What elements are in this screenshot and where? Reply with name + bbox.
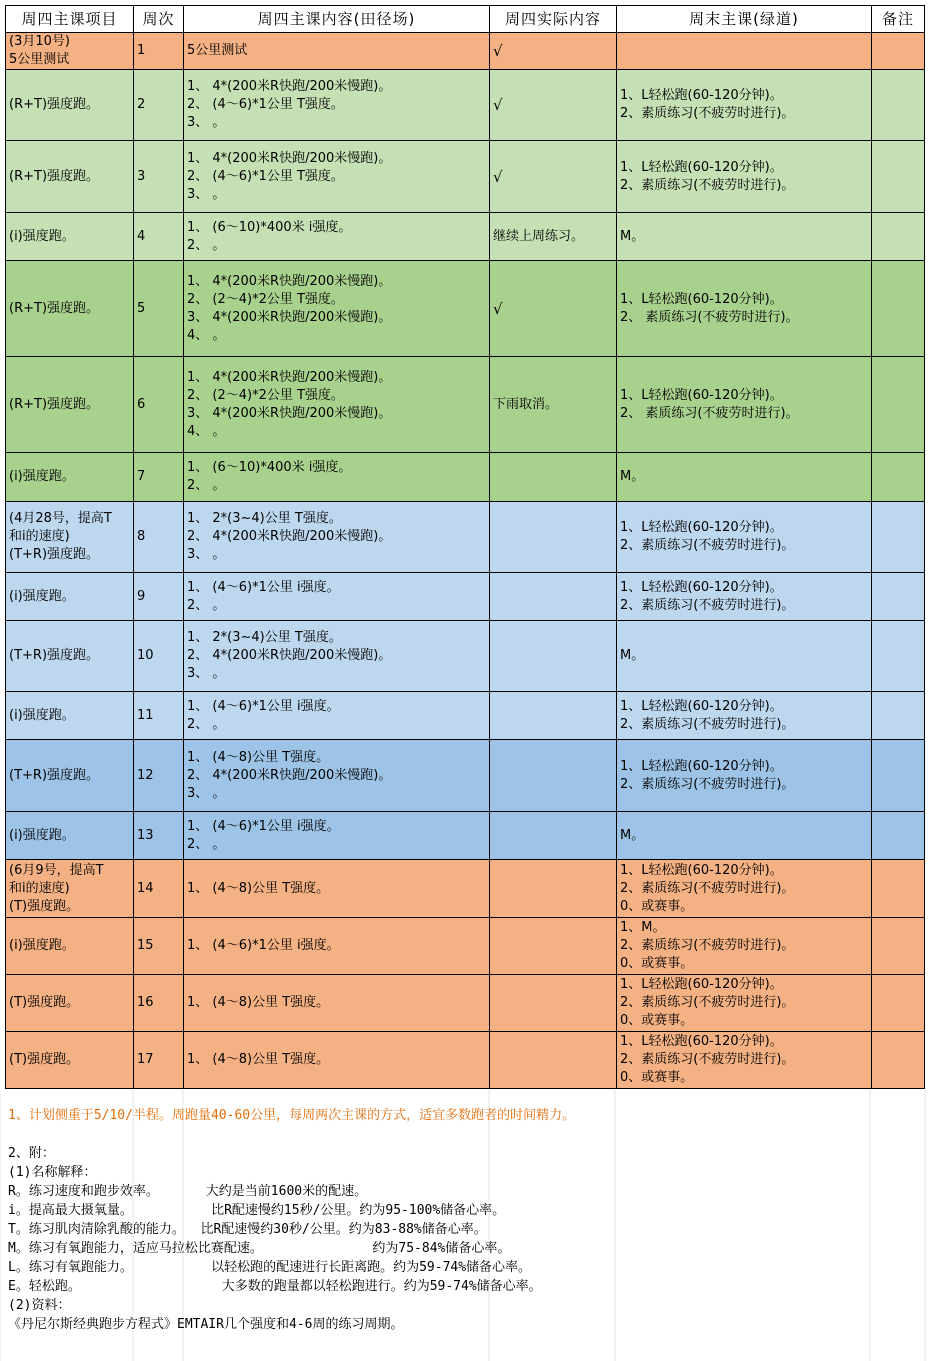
week-number-cell[interactable]: 10: [134, 621, 184, 692]
weekend-content-cell[interactable]: [617, 33, 872, 70]
table-row: [6, 261, 925, 357]
header-cell: 周次: [134, 6, 184, 33]
workout-type-cell[interactable]: [6, 453, 134, 502]
cell-line: 4、 。: [187, 423, 226, 439]
source-line: 《丹尼尔斯经典跑步方程式》EMTAIR几个强度和4-6周的练习周期。: [8, 1317, 404, 1332]
actual-content-cell[interactable]: [490, 502, 617, 573]
table-row: [6, 213, 925, 261]
remark-cell[interactable]: [872, 33, 925, 70]
cell-line: 1、 4*(200米R快跑/200米慢跑)。: [187, 79, 392, 94]
table-row: [6, 918, 925, 975]
cell-line: 1、 2*(3~4)公里 T强度。: [187, 511, 342, 526]
thursday-content-cell[interactable]: [184, 692, 490, 740]
cell-line: (6月9号，提高T: [9, 862, 104, 878]
weekend-content-cell[interactable]: [617, 740, 872, 812]
cell-line: M。: [620, 648, 645, 663]
cell-line: 1、L轻松跑(60-120分钟)。: [620, 758, 783, 774]
cell-line: 5公里测试: [187, 43, 248, 58]
actual-content-cell[interactable]: [490, 860, 617, 918]
cell-line: 1、 (4～6)*1公里 i强度。: [187, 698, 340, 714]
cell-line: 2、 (2～4)*2公里 T强度。: [187, 291, 344, 307]
actual-content-cell[interactable]: [490, 975, 617, 1032]
actual-content-cell[interactable]: [490, 453, 617, 502]
cell-line: 0、或赛事。: [620, 1013, 694, 1028]
table-row: [6, 453, 925, 502]
cell-line: 2、 (4～6)*1公里 T强度。: [187, 97, 344, 112]
cell-line: (i)强度跑。: [9, 588, 75, 604]
actual-content-cell[interactable]: √: [490, 70, 617, 141]
cell-line: 1、L轻松跑(60-120分钟)。: [620, 1034, 783, 1049]
workout-type-cell[interactable]: [6, 261, 134, 357]
thursday-content-cell[interactable]: [184, 621, 490, 692]
week-number-cell[interactable]: 5: [134, 261, 184, 357]
remark-cell[interactable]: [872, 141, 925, 213]
cell-line: (T)强度跑。: [9, 898, 80, 914]
cell-line: (i)强度跑。: [9, 228, 75, 244]
cell-line: 3、 。: [187, 785, 226, 801]
definition-line: i。提高最大摄氧量。 比R配速慢约15秒/公里。约为95-100%储备心率。: [8, 1203, 506, 1218]
cell-line: 1、 (4～6)*1公里 i强度。: [187, 579, 340, 595]
cell-line: (R+T)强度跑。: [9, 168, 100, 184]
remark-cell[interactable]: [872, 692, 925, 740]
cell-line: 3、 4*(200米R快跑/200米慢跑)。: [187, 405, 392, 421]
cell-line: 5公里测试: [9, 52, 70, 67]
week-number-cell[interactable]: 11: [134, 692, 184, 740]
cell-line: 2、素质练习(不疲劳时进行)。: [620, 538, 795, 553]
header-row: [6, 6, 925, 33]
remark-cell[interactable]: [872, 453, 925, 502]
cell-line: (i)强度跑。: [9, 469, 75, 484]
cell-line: 2、素质练习(不疲劳时进行)。: [620, 938, 795, 953]
cell-line: (3月10号): [9, 34, 70, 49]
cell-line: 1、L轻松跑(60-120分钟)。: [620, 159, 783, 175]
header-cell: 周四实际内容: [490, 6, 617, 33]
cell-line: 2、 素质练习(不疲劳时进行)。: [620, 309, 799, 325]
weekend-content-cell[interactable]: [617, 918, 872, 975]
remark-cell[interactable]: [872, 357, 925, 453]
cell-line: 1、 (6～10)*400米 i强度。: [187, 219, 352, 235]
table-row: [6, 1032, 925, 1089]
definition-line: R。练习速度和跑步效率。 大约是当前1600米的配速。: [8, 1184, 368, 1199]
thursday-content-cell[interactable]: [184, 357, 490, 453]
cell-line: (R+T)强度跑。: [9, 396, 100, 412]
remark-cell[interactable]: [872, 621, 925, 692]
cell-line: 和i的速度): [9, 529, 70, 544]
cell-line: 1、L轻松跑(60-120分钟)。: [620, 387, 783, 403]
cell-line: 3、 。: [187, 666, 226, 681]
cell-line: 2、 素质练习(不疲劳时进行)。: [620, 405, 799, 421]
remark-cell[interactable]: [872, 975, 925, 1032]
cell-line: 0、或赛事。: [620, 898, 694, 914]
thursday-content-cell[interactable]: [184, 1032, 490, 1089]
cell-line: 1、 (4～8)公里 T强度。: [187, 749, 330, 765]
actual-content-cell[interactable]: √: [490, 33, 617, 70]
cell-line: 2、素质练习(不疲劳时进行)。: [620, 1052, 795, 1067]
cell-line: 2、素质练习(不疲劳时进行)。: [620, 177, 795, 193]
remark-cell[interactable]: [872, 1032, 925, 1089]
week-number-cell[interactable]: 15: [134, 918, 184, 975]
cell-line: (T)强度跑。: [9, 1052, 80, 1067]
workout-type-cell[interactable]: [6, 213, 134, 261]
workout-type-cell[interactable]: [6, 141, 134, 213]
cell-line: 和i的速度): [9, 880, 70, 896]
remark-cell[interactable]: [872, 918, 925, 975]
cell-line: M。: [620, 228, 645, 244]
actual-content-cell[interactable]: 继续上周练习。: [490, 213, 617, 261]
weekend-content-cell[interactable]: [617, 357, 872, 453]
cell-line: 1、L轻松跑(60-120分钟)。: [620, 977, 783, 992]
cell-line: (R+T)强度跑。: [9, 300, 100, 316]
thursday-content-cell[interactable]: [184, 975, 490, 1032]
weekend-content-cell[interactable]: [617, 141, 872, 213]
cell-line: 2、 。: [187, 478, 226, 493]
cell-line: M。: [620, 469, 645, 484]
thursday-content-cell[interactable]: [184, 573, 490, 621]
remark-cell[interactable]: [872, 812, 925, 860]
cell-line: 1、 (4～8)公里 T强度。: [187, 880, 330, 896]
remark-cell[interactable]: [872, 261, 925, 357]
workout-type-cell[interactable]: [6, 573, 134, 621]
cell-line: (i)强度跑。: [9, 707, 75, 723]
cell-line: 2、 (2～4)*2公里 T强度。: [187, 387, 344, 403]
workout-type-cell[interactable]: [6, 812, 134, 860]
notes-section: [8, 1106, 918, 1334]
thursday-content-cell[interactable]: [184, 740, 490, 812]
cell-line: 1、 (4～6)*1公里 i强度。: [187, 818, 340, 834]
workout-type-cell[interactable]: [6, 33, 134, 70]
weekend-content-cell[interactable]: [617, 975, 872, 1032]
table-row: [6, 33, 925, 70]
cell-line: 1、 (4～8)公里 T强度。: [187, 1052, 330, 1067]
week-number-cell[interactable]: 7: [134, 453, 184, 502]
table-body: [6, 33, 925, 1089]
header-cell: 周四主课内容(田径场): [184, 6, 490, 33]
week-number-cell[interactable]: 8: [134, 502, 184, 573]
cell-line: 1、L轻松跑(60-120分钟)。: [620, 579, 783, 595]
cell-line: 2、素质练习(不疲劳时进行)。: [620, 776, 795, 792]
table-row: [6, 573, 925, 621]
definition-line: L。练习有氧跑能力。 以轻松跑的配速进行长距离跑。约为59-74%储备心率。: [8, 1260, 532, 1275]
cell-line: M。: [620, 827, 645, 843]
week-number-cell[interactable]: 14: [134, 860, 184, 918]
definitions-title: (1)名称解释：: [8, 1165, 97, 1180]
header-cell: 备注: [872, 6, 925, 33]
week-number-cell[interactable]: 12: [134, 740, 184, 812]
cell-line: (R+T)强度跑。: [9, 97, 100, 112]
thursday-content-cell[interactable]: [184, 141, 490, 213]
actual-content-cell[interactable]: [490, 692, 617, 740]
cell-line: (T+R)强度跑。: [9, 648, 100, 663]
source-title: (2)资料：: [8, 1298, 71, 1313]
weekend-content-cell[interactable]: [617, 453, 872, 502]
cell-line: (i)强度跑。: [9, 938, 75, 953]
actual-content-cell[interactable]: [490, 740, 617, 812]
definition-line: E。轻松跑。 大多数的跑量都以轻松跑进行。约为59-74%储备心率。: [8, 1279, 542, 1294]
cell-line: 2、 4*(200米R快跑/200米慢跑)。: [187, 767, 392, 783]
cell-line: 4、 。: [187, 327, 226, 343]
cell-line: 2、 。: [187, 716, 226, 732]
cell-line: 1、 4*(200米R快跑/200米慢跑)。: [187, 369, 392, 385]
workout-type-cell[interactable]: [6, 918, 134, 975]
cell-line: 0、或赛事。: [620, 1070, 694, 1085]
cell-line: 2、 。: [187, 836, 226, 852]
actual-content-cell[interactable]: 下雨取消。: [490, 357, 617, 453]
cell-line: 1、L轻松跑(60-120分钟)。: [620, 698, 783, 714]
workout-type-cell[interactable]: [6, 70, 134, 141]
thursday-content-cell[interactable]: [184, 860, 490, 918]
week-number-cell[interactable]: 6: [134, 357, 184, 453]
actual-content-cell[interactable]: √: [490, 141, 617, 213]
cell-line: (T)强度跑。: [9, 995, 80, 1010]
cell-line: (T+R)强度跑。: [9, 767, 100, 783]
cell-line: 0、或赛事。: [620, 956, 694, 971]
definition-line: T。练习肌肉清除乳酸的能力。 比R配速慢约30秒/公里。约为83-88%储备心率。: [8, 1222, 487, 1237]
cell-line: (T+R)强度跑。: [9, 547, 100, 562]
cell-line: 1、 2*(3~4)公里 T强度。: [187, 630, 342, 645]
actual-content-cell[interactable]: [490, 621, 617, 692]
table-row: [6, 70, 925, 141]
header-cell: 周末主课(绿道): [617, 6, 872, 33]
cell-line: (i)强度跑。: [9, 827, 75, 843]
table-row: [6, 502, 925, 573]
weekend-content-cell[interactable]: [617, 1032, 872, 1089]
training-plan-table: [5, 5, 925, 1089]
cell-line: 2、 (4～6)*1公里 T强度。: [187, 168, 344, 184]
actual-content-cell[interactable]: [490, 918, 617, 975]
week-number-cell[interactable]: 4: [134, 213, 184, 261]
thursday-content-cell[interactable]: [184, 33, 490, 70]
workout-type-cell[interactable]: [6, 975, 134, 1032]
remark-cell[interactable]: [872, 502, 925, 573]
cell-line: 2、素质练习(不疲劳时进行)。: [620, 106, 795, 121]
workout-type-cell[interactable]: [6, 1032, 134, 1089]
cell-line: 2、 4*(200米R快跑/200米慢跑)。: [187, 648, 392, 663]
thursday-content-cell[interactable]: [184, 453, 490, 502]
cell-line: 2、 。: [187, 237, 226, 253]
workout-type-cell[interactable]: [6, 692, 134, 740]
week-number-cell[interactable]: 13: [134, 812, 184, 860]
cell-line: 2、素质练习(不疲劳时进行)。: [620, 880, 795, 896]
cell-line: 1、L轻松跑(60-120分钟)。: [620, 520, 783, 535]
thursday-content-cell[interactable]: [184, 261, 490, 357]
table-row: [6, 621, 925, 692]
thursday-content-cell[interactable]: [184, 502, 490, 573]
actual-content-cell[interactable]: [490, 1032, 617, 1089]
header-cell: 周四主课项目: [6, 6, 134, 33]
table-row: [6, 692, 925, 740]
weekend-content-cell[interactable]: [617, 261, 872, 357]
weekend-content-cell[interactable]: [617, 573, 872, 621]
workout-type-cell[interactable]: [6, 621, 134, 692]
cell-line: 1、L轻松跑(60-120分钟)。: [620, 291, 783, 307]
remark-cell[interactable]: [872, 740, 925, 812]
week-number-cell[interactable]: 2: [134, 70, 184, 141]
weekend-content-cell[interactable]: [617, 621, 872, 692]
remark-cell[interactable]: [872, 213, 925, 261]
cell-line: 2、 。: [187, 597, 226, 613]
remark-cell[interactable]: [872, 860, 925, 918]
thursday-content-cell[interactable]: [184, 213, 490, 261]
workout-type-cell[interactable]: [6, 860, 134, 918]
weekend-content-cell[interactable]: [617, 70, 872, 141]
week-number-cell[interactable]: 1: [134, 33, 184, 70]
actual-content-cell[interactable]: [490, 812, 617, 860]
weekend-content-cell[interactable]: [617, 502, 872, 573]
thursday-content-cell[interactable]: [184, 70, 490, 141]
cell-line: 1、 (4～6)*1公里 i强度。: [187, 938, 340, 953]
spacer: [8, 1125, 918, 1144]
remark-cell[interactable]: [872, 70, 925, 141]
actual-content-cell[interactable]: √: [490, 261, 617, 357]
workout-type-cell[interactable]: [6, 502, 134, 573]
remark-cell[interactable]: [872, 573, 925, 621]
week-number-cell[interactable]: 16: [134, 975, 184, 1032]
week-number-cell[interactable]: 17: [134, 1032, 184, 1089]
cell-line: 2、 4*(200米R快跑/200米慢跑)。: [187, 529, 392, 544]
weekend-content-cell[interactable]: [617, 860, 872, 918]
thursday-content-cell[interactable]: [184, 918, 490, 975]
cell-line: 1、 4*(200米R快跑/200米慢跑)。: [187, 273, 392, 289]
cell-line: 1、 4*(200米R快跑/200米慢跑)。: [187, 150, 392, 166]
cell-line: 2、素质练习(不疲劳时进行)。: [620, 995, 795, 1010]
weekend-content-cell[interactable]: [617, 213, 872, 261]
table-row: [6, 141, 925, 213]
cell-line: 1、 (4～8)公里 T强度。: [187, 995, 330, 1010]
cell-line: 1、L轻松跑(60-120分钟)。: [620, 862, 783, 878]
cell-line: 1、 (6～10)*400米 i强度。: [187, 460, 352, 475]
cell-line: 3、 。: [187, 186, 226, 202]
appendix-title: 2、附：: [8, 1146, 55, 1161]
cell-line: 3、 。: [187, 115, 226, 130]
week-number-cell[interactable]: 9: [134, 573, 184, 621]
plan-summary: 1、计划侧重于5/10/半程。周跑量40-60公里，每周两次主课的方式，适宜多数跑者的时间精力。: [8, 1108, 576, 1123]
definition-line: M。练习有氧跑能力，适应马拉松比赛配速。 约为75-84%储备心率。: [8, 1241, 511, 1256]
cell-line: 2、素质练习(不疲劳时进行)。: [620, 716, 795, 732]
cell-line: (4月28号，提高T: [9, 511, 112, 526]
cell-line: 3、 4*(200米R快跑/200米慢跑)。: [187, 309, 392, 325]
table-row: [6, 812, 925, 860]
table-row: [6, 740, 925, 812]
cell-line: 2、素质练习(不疲劳时进行)。: [620, 597, 795, 613]
table-row: [6, 357, 925, 453]
actual-content-cell[interactable]: [490, 573, 617, 621]
table-row: [6, 975, 925, 1032]
workout-type-cell[interactable]: [6, 740, 134, 812]
cell-line: 1、M。: [620, 920, 666, 935]
workout-type-cell[interactable]: [6, 357, 134, 453]
weekend-content-cell[interactable]: [617, 812, 872, 860]
cell-line: 3、 。: [187, 547, 226, 562]
cell-line: 1、L轻松跑(60-120分钟)。: [620, 88, 783, 103]
table-row: [6, 860, 925, 918]
week-number-cell[interactable]: 3: [134, 141, 184, 213]
weekend-content-cell[interactable]: [617, 692, 872, 740]
thursday-content-cell[interactable]: [184, 812, 490, 860]
